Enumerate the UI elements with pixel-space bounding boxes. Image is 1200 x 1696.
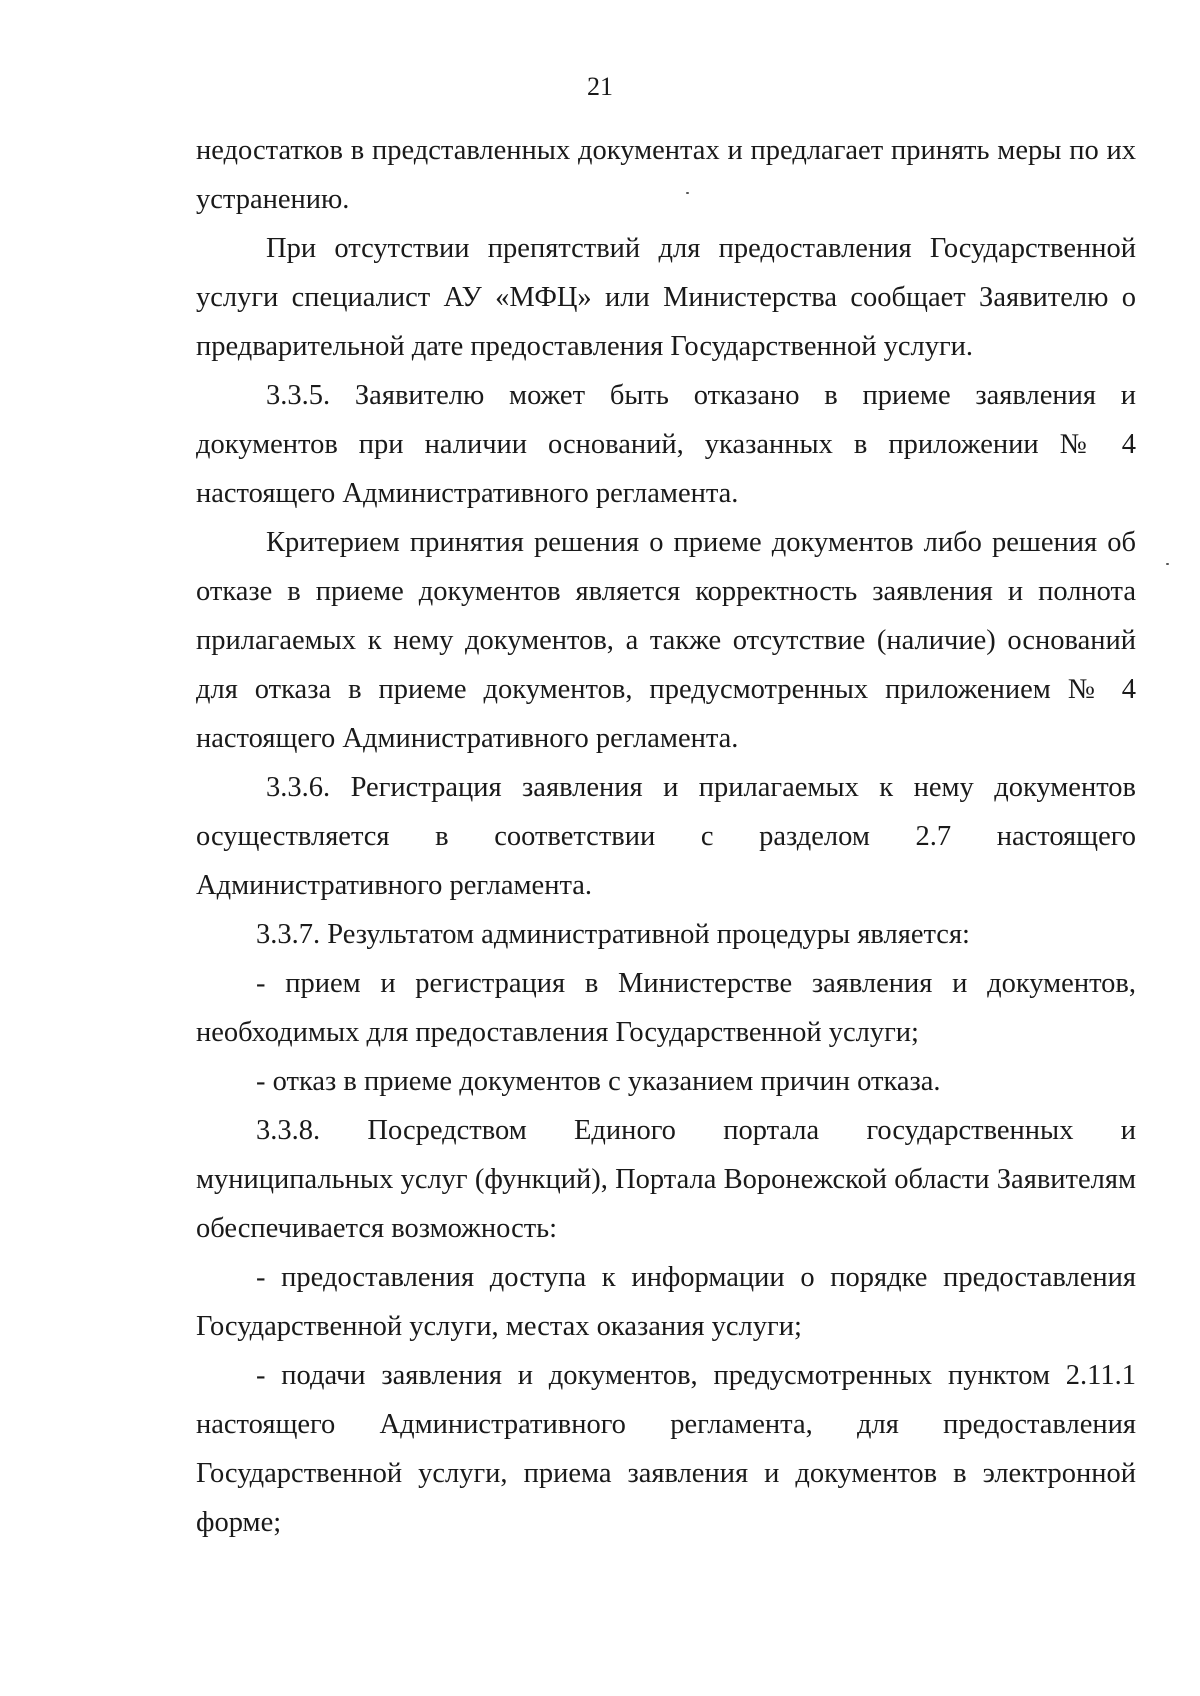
paragraph-criterion: Критерием принятия решения о приеме документов либо решения об отказе в приеме документов является корректность заявления и полнота прилагаемых к нему документов, а также отсутствие (наличие) оснований для отказа в приеме документов, предусмотренных приложением № 4 настоящего Административного регламента. (196, 527, 1136, 754)
paragraph-no-obstacles: При отсутствии препятствий для предоставления Государственной услуги специалист АУ «МФЦ» или Министерства сообщает Заявителю о предварительной дате предоставления Государственной услуги. (196, 233, 1136, 362)
paragraph-continuation: недостатков в представленных документах и предлагает принять меры по их устранению. (196, 135, 1136, 215)
scan-speck (686, 192, 689, 194)
page-number: 21 (587, 72, 613, 101)
list-item-refusal: - отказ в приеме документов с указанием причин отказа. (256, 1066, 941, 1097)
scan-speck (1166, 563, 1169, 565)
list-item-submission: - подачи заявления и документов, предусмотренных пунктом 2.11.1 настоящего Административного регламента, для предоставления Государственной услуги, приема заявления и документов в электронной форме; (196, 1360, 1136, 1538)
paragraph-3-3-5: 3.3.5. Заявителю может быть отказано в приеме заявления и документов при наличии оснований, указанных в приложении № 4 настоящего Административного регламента. (196, 380, 1136, 509)
paragraph-3-3-6: 3.3.6. Регистрация заявления и прилагаемых к нему документов осуществляется в соответствии с разделом 2.7 настоящего Административного регламента. (196, 772, 1136, 901)
list-item-reception: - прием и регистрация в Министерстве заявления и документов, необходимых для предоставления Государственной услуги; (196, 968, 1136, 1048)
document-body (196, 126, 1136, 1547)
list-item-access-info: - предоставления доступа к информации о порядке предоставления Государственной услуги, местах оказания услуги; (196, 1262, 1136, 1342)
paragraph-3-3-8: 3.3.8. Посредством Единого портала государственных и муниципальных услуг (функций), Портала Воронежской области Заявителям обеспечивается возможность: (196, 1115, 1136, 1244)
paragraph-3-3-7: 3.3.7. Результатом административной процедуры является: (256, 919, 970, 950)
